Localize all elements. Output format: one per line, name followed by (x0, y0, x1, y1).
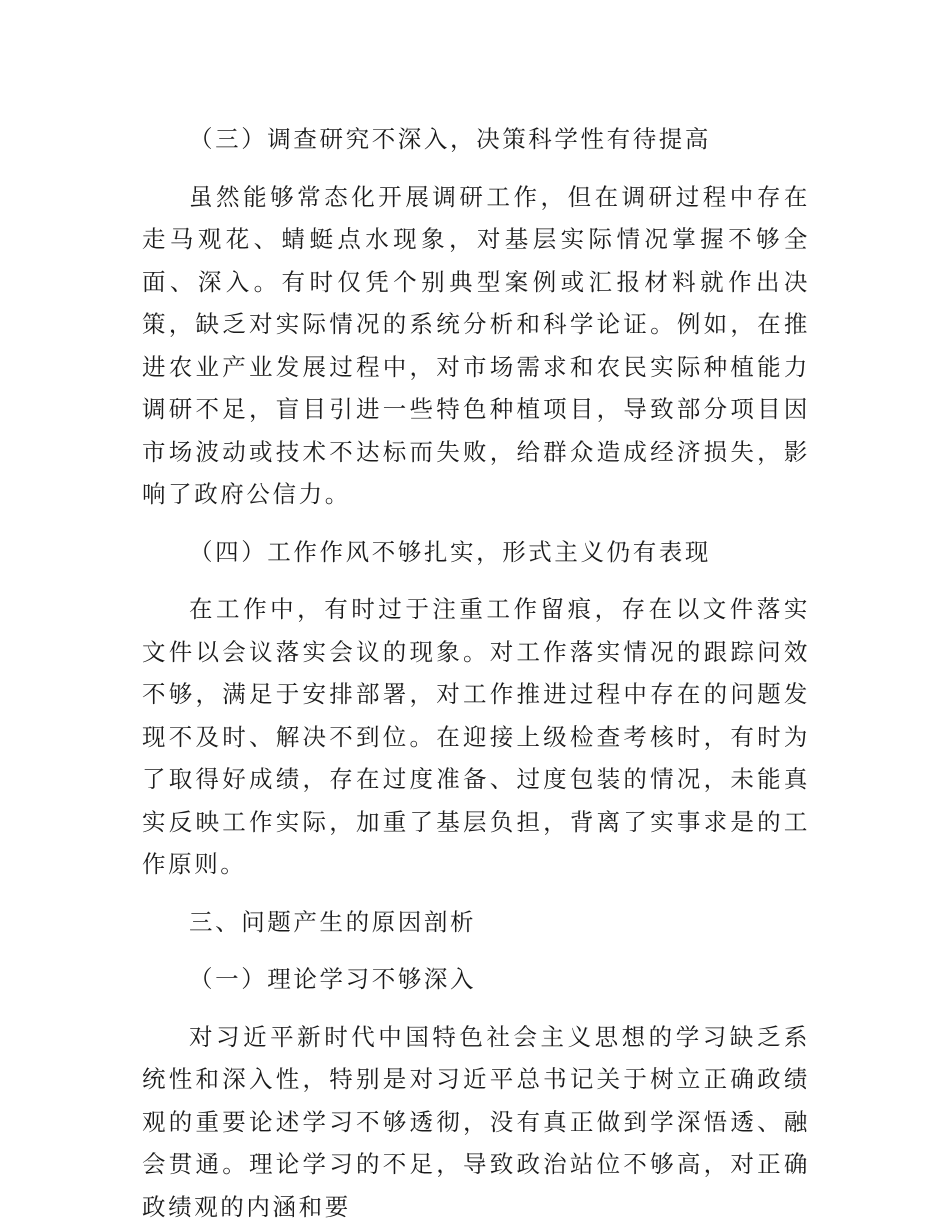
document-page (142, 118, 810, 1228)
section-heading-investigation: （三）调查研究不深入，决策科学性有待提高 (189, 125, 711, 153)
paragraph-investigation: 虽然能够常态化开展调研工作，但在调研过程中存在走马观花、蜻蜓点水现象，对基层实际情况掌握不够全面、深入。有时仅凭个别典型案例或汇报材料就作出决策，缺乏对实际情况的系统分析和科学论证。例如，在推进农业产业发展过程中，对市场需求和农民实际种植能力调研不足，盲目引进一些特色种植项目，导致部分项目因市场波动或技术不达标而失败，给群众造成经济损失，影响了政府公信力。 (142, 182, 810, 508)
section-heading-work-style: （四）工作作风不够扎实，形式主义仍有表现 (189, 537, 711, 566)
section-heading-cause-analysis: 三、问题产生的原因剖析 (189, 907, 477, 936)
section-heading-theory-study: （一）理论学习不够深入 (189, 965, 477, 993)
paragraph-work-style: 在工作中，有时过于注重工作留痕，存在以文件落实文件以会议落实会议的现象。对工作落实情况的跟踪问效不够，满足于安排部署，对工作推进过程中存在的问题发现不及时、解决不到位。在迎接上级检查考核时，有时为了取得好成绩，存在过度准备、过度包装的情况，未能真实反映工作实际，加重了基层负担，背离了实事求是的工作原则。 (142, 595, 810, 878)
paragraph-theory-study: 对习近平新时代中国特色社会主义思想的学习缺乏系统性和深入性，特别是对习近平总书记关于树立正确政绩观的重要论述学习不够透彻，没有真正做到学深悟透、融会贯通。理论学习的不足，导致政治站位不够高，对正确政绩观的内涵和要 (142, 1022, 810, 1221)
